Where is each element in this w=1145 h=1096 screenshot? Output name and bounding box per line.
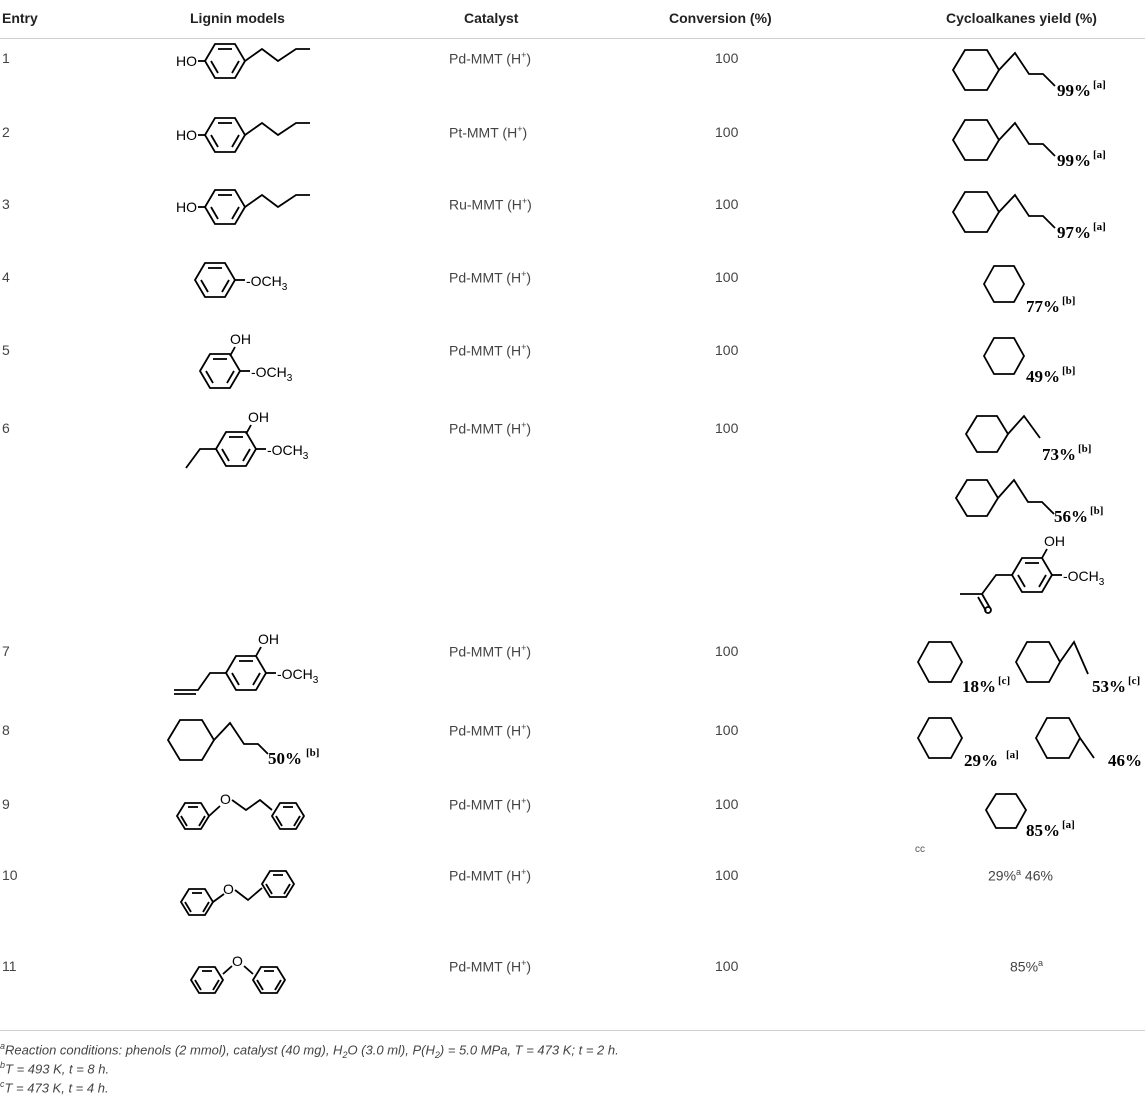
- oh-label: OH: [258, 631, 279, 647]
- conversion-cell: 100: [715, 958, 739, 974]
- header-catalyst: Catalyst: [464, 10, 519, 26]
- yield-value: 53%: [1092, 677, 1126, 696]
- footnote-text: O (3.0 ml), P(H: [347, 1042, 435, 1058]
- och-text: -OCH: [251, 364, 287, 380]
- yield-value: 97%: [1057, 223, 1091, 242]
- conversion-cell: 100: [715, 796, 739, 812]
- entry-cell: 4: [2, 269, 10, 285]
- diphenyl-ether-structure: [186, 948, 306, 1000]
- catalyst-cell: [449, 722, 531, 739]
- conversion-cell: 100: [715, 867, 739, 883]
- benzyl-phenyl-ether-structure: [176, 862, 316, 920]
- catalyst-cell: [449, 50, 531, 67]
- oh-label: OH: [1044, 533, 1065, 549]
- catalyst-close: ): [526, 796, 532, 813]
- och-sub: 3: [302, 451, 309, 462]
- yield-value: 46%: [1108, 751, 1142, 770]
- conversion-cell: 100: [715, 269, 739, 285]
- propylphenol-structure: [170, 114, 320, 164]
- header-yield: Cycloalkanes yield (%): [946, 10, 1097, 26]
- ethylguaiacol-structure: [178, 406, 318, 472]
- yield-value: 49%: [1026, 367, 1060, 386]
- entry-cell: 8: [2, 722, 10, 738]
- row7-yields: [912, 634, 1145, 704]
- conversion-cell: 100: [715, 342, 739, 358]
- och-sub: 3: [1098, 577, 1105, 588]
- catalyst-text: Pt-MMT (H: [449, 124, 518, 141]
- yield-note: [a]: [1006, 749, 1019, 761]
- ho-label: HO: [176, 53, 197, 69]
- catalyst-close: ): [526, 643, 532, 660]
- footnote-mark: a: [0, 1041, 6, 1051]
- eugenol-structure: [170, 628, 320, 698]
- catalyst-sup: +: [521, 796, 527, 806]
- catalyst-sup: +: [521, 269, 527, 279]
- conversion-cell: 100: [715, 420, 739, 436]
- catalyst-close: ): [526, 50, 532, 67]
- conversion-cell: 100: [715, 50, 739, 66]
- conversion-cell: 100: [715, 722, 739, 738]
- table-header: [0, 0, 1145, 39]
- catalyst-cell: [449, 269, 531, 286]
- catalyst-close: ): [526, 722, 532, 739]
- footnote-text: ) = 5.0 MPa, T = 473 K; t = 2 h.: [439, 1042, 619, 1058]
- catalyst-close: ): [522, 124, 528, 141]
- catalyst-close: ): [526, 958, 532, 975]
- yield-value: 99%: [1057, 151, 1091, 170]
- footnote-sub: 2: [434, 1049, 440, 1060]
- ethylcyclohexane-yield: [960, 408, 1110, 464]
- och3-label: [1063, 568, 1105, 588]
- entry-cell: 5: [2, 342, 10, 358]
- och-sub: 3: [312, 675, 319, 686]
- och-text: -OCH: [267, 442, 303, 458]
- o-label: O: [220, 791, 231, 807]
- cyclohexane-ring: [918, 642, 962, 682]
- header-conversion: Conversion (%): [669, 10, 772, 26]
- yield-note: [a]: [1093, 221, 1106, 233]
- ethylcyclohexane-ring: [1016, 642, 1060, 682]
- catalyst-sup: +: [521, 50, 527, 60]
- footnote-a: [0, 1041, 619, 1060]
- yield-note: [b]: [306, 747, 320, 759]
- cyclohexane-yield: [980, 332, 1100, 392]
- yield-note: a: [1038, 958, 1044, 968]
- row8-yields: [912, 710, 1145, 780]
- catalyst-close: ): [526, 342, 532, 359]
- catalyst-sup: +: [521, 643, 527, 653]
- catalyst-close: ): [526, 867, 532, 884]
- catalyst-close: ): [526, 269, 532, 286]
- catalyst-cell: [449, 196, 532, 213]
- header-entry: Entry: [2, 10, 38, 26]
- catalyst-close: ): [527, 196, 532, 213]
- cyclohexane-ring: [918, 718, 962, 758]
- catalyst-text: Pd-MMT (H: [449, 796, 522, 813]
- cyclohexane-yield: [980, 260, 1100, 320]
- conversion-cell: 100: [715, 643, 739, 659]
- stray-label: cc: [915, 844, 925, 855]
- ho-label: HO: [176, 127, 197, 143]
- footnote-text: T = 493 K, t = 8 h.: [5, 1061, 110, 1077]
- yield-note: a: [1016, 867, 1022, 877]
- entry-cell: 11: [2, 958, 17, 974]
- och3-label: [251, 364, 293, 384]
- propylcyclohexane-structure: [160, 710, 330, 780]
- catalyst-sup: +: [521, 958, 527, 968]
- catalyst-sup: +: [521, 722, 527, 732]
- catalyst-cell: [449, 958, 531, 975]
- yield-note: [b]: [1090, 505, 1104, 517]
- yield-note: [a]: [1093, 79, 1106, 91]
- propylcyclohexane-yield: [945, 186, 1145, 246]
- yield-value: 73%: [1042, 445, 1076, 464]
- yield-text-cell: [988, 867, 1053, 884]
- yield-note: [a]: [1093, 149, 1106, 161]
- footnote-text: Reaction conditions: phenols (2 mmol), catalyst (40 mg), H: [5, 1042, 343, 1058]
- yield-value: 77%: [1026, 297, 1060, 316]
- yield-value: 50%: [268, 749, 302, 768]
- yield-value: 29%: [964, 751, 998, 770]
- propylcyclohexane-yield: [945, 44, 1145, 104]
- och-sub: 3: [281, 282, 288, 293]
- catalyst-sup: +: [521, 196, 528, 206]
- yield-note: [b]: [1078, 443, 1092, 455]
- yield-text-cell: [1010, 958, 1043, 975]
- yield-value: 85%: [1010, 958, 1039, 975]
- yield-value: 85%: [1026, 821, 1060, 840]
- catalyst-close: ): [526, 420, 532, 437]
- propylphenol-structure: [170, 186, 320, 236]
- methylcyclohexane-ring: [1036, 718, 1080, 758]
- och-sub: 3: [286, 373, 293, 384]
- oh-label: OH: [248, 409, 269, 425]
- och-text: -OCH: [246, 273, 282, 289]
- catalyst-text: Pd-MMT (H: [449, 867, 522, 884]
- entry-cell: 3: [2, 196, 10, 212]
- yield-value: 18%: [962, 677, 996, 696]
- catalyst-cell: [449, 643, 531, 660]
- guaiacol-structure: [190, 328, 310, 390]
- catalyst-text: Pd-MMT (H: [449, 269, 522, 286]
- ho-label: HO: [176, 199, 197, 215]
- footnote-c: [0, 1079, 109, 1095]
- catalyst-text: Pd-MMT (H: [449, 643, 522, 660]
- entry-cell: 7: [2, 643, 10, 659]
- oh-label: OH: [230, 331, 251, 347]
- catalyst-sup: +: [521, 342, 527, 352]
- och3-label: [246, 273, 288, 293]
- och3-label: [267, 442, 309, 462]
- catalyst-cell: [449, 796, 531, 813]
- conversion-cell: 100: [715, 196, 739, 212]
- yield-value: 46%: [1021, 867, 1053, 884]
- yield-note: [b]: [1062, 365, 1076, 377]
- entry-cell: 9: [2, 796, 10, 812]
- footnote-sub: 2: [342, 1049, 348, 1060]
- catalyst-cell: [449, 867, 531, 884]
- och-text: -OCH: [277, 666, 313, 682]
- och-text: -OCH: [1063, 568, 1099, 584]
- yield-note: [c]: [998, 675, 1011, 687]
- table-footer-rule: [0, 1030, 1145, 1031]
- guaiacylacetone-structure: [950, 530, 1140, 616]
- catalyst-text: Pd-MMT (H: [449, 958, 522, 975]
- catalyst-text: Pd-MMT (H: [449, 722, 522, 739]
- conversion-cell: 100: [715, 124, 739, 140]
- propylcyclohexane-yield: [950, 472, 1140, 528]
- yield-value: 99%: [1057, 81, 1091, 100]
- propylcyclohexane-yield: [945, 114, 1145, 174]
- entry-cell: 2: [2, 124, 10, 140]
- catalyst-text: Pd-MMT (H: [449, 342, 522, 359]
- yield-note: [b]: [1062, 295, 1076, 307]
- yield-note: [a]: [1062, 819, 1075, 831]
- catalyst-text: Pd-MMT (H: [449, 50, 522, 67]
- anisole-structure: [190, 258, 310, 304]
- catalyst-cell: [449, 124, 527, 141]
- yield-note: [c]: [1128, 675, 1141, 687]
- och3-label: [277, 666, 319, 686]
- catalyst-text: Pd-MMT (H: [449, 420, 522, 437]
- footnote-text: T = 473 K, t = 4 h.: [4, 1080, 109, 1096]
- yield-value: 29%: [988, 867, 1017, 884]
- footnote-b: [0, 1060, 109, 1076]
- catalyst-text: Ru-MMT (H: [449, 196, 522, 213]
- entry-cell: 10: [2, 867, 18, 883]
- yield-value: 56%: [1054, 507, 1088, 526]
- catalyst-sup: +: [517, 124, 523, 134]
- catalyst-sup: +: [521, 420, 527, 430]
- catalyst-sup: +: [521, 867, 527, 877]
- o-label: O: [223, 881, 234, 897]
- catalyst-cell: [449, 420, 531, 437]
- header-lignin-models: Lignin models: [190, 10, 285, 26]
- entry-cell: 6: [2, 420, 10, 436]
- o-label: O: [232, 953, 243, 969]
- propylphenol-structure: [170, 40, 320, 90]
- footnote-mark: b: [0, 1060, 6, 1070]
- footnote-mark: c: [0, 1079, 5, 1089]
- cyclohexane-yield: [980, 788, 1100, 848]
- phenethyl-phenyl-ether-structure: [172, 786, 322, 836]
- catalyst-cell: [449, 342, 531, 359]
- entry-cell: 1: [2, 50, 10, 66]
